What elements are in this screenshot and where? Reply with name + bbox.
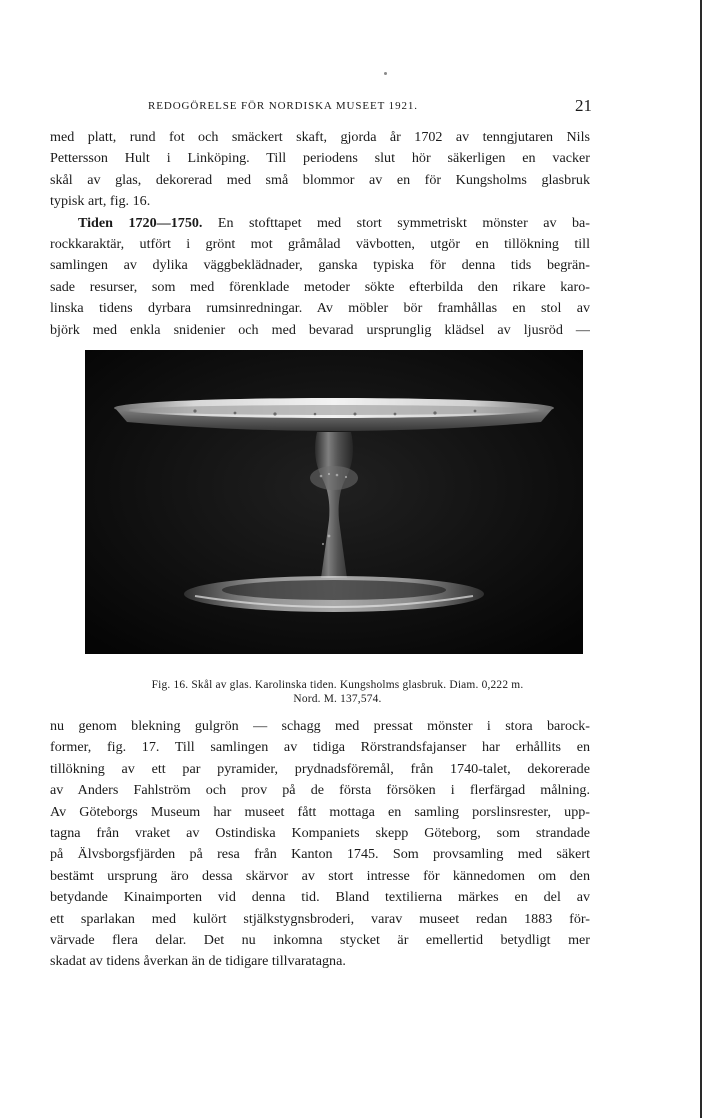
text-line: på Älvsborgsfjärden på resa från Kanton 1745. Som provsamling med säkert	[50, 846, 590, 863]
paragraph-3	[50, 716, 590, 973]
text-line: nu genom blekning gulgrön — schagg med pressat mönster i stora barock-	[50, 718, 590, 734]
text-line: värvade flera delar. Det nu inkomna stycket är emellertid betydligt mer	[50, 932, 590, 949]
text-line: tagna från vraket av Ostindiska Kompaniets skepp Göteborg, som strandade	[50, 825, 590, 842]
paragraph-2	[50, 213, 590, 341]
heading-continuation: En stofttapet med stort symmetriskt mönster av ba-	[217, 214, 590, 231]
page-edge-line	[700, 0, 702, 1118]
text-line: av Anders Fahlström och prov på de första försöken i flerfärgad målning.	[50, 782, 590, 799]
page-number: 21	[575, 96, 592, 115]
text-line: Pettersson Hult i Linköping. Till periodens slut hör säkerligen en vacker	[50, 150, 590, 167]
text-line: samlingen av dylika väggbeklädnader, ganska typiska för denna tids begrän-	[50, 257, 590, 274]
text-line: tillökning av ett par pyramider, prydnadsföremål, från 1740-talet, dekorerade	[50, 760, 590, 777]
text-line: typisk art, fig. 16.	[50, 193, 151, 210]
figure-caption	[50, 678, 625, 706]
text-line: linska tidens dyrbara rumsinredningar. Av möbler bör framhållas en stol av	[50, 300, 590, 317]
figure-photo-glass-bowl	[85, 350, 583, 654]
text-line	[50, 213, 590, 234]
caption-line: Fig. 16. Skål av glas. Karolinska tiden. Kungsholms glasbruk. Diam. 0,222 m.	[151, 679, 524, 691]
paragraph-1	[50, 127, 590, 213]
print-speck	[384, 72, 387, 75]
running-title: REDOGÖRELSE FÖR NORDISKA MUSEET 1921.	[148, 100, 418, 112]
text-line: former, fig. 17. Till samlingen av tidiga Rörstrandsfajanser har erhållits en	[50, 739, 590, 756]
text-line: sade resurser, som med förenklade metoder sökte efterbilda den rikare karo-	[50, 278, 590, 295]
text-line: skål av glas, dekorerad med små blommor av en för Kungsholms glasbruk	[50, 171, 590, 188]
text-line: bestämt ursprung äro dessa skärvor av stort intresse för kännedomen om den	[50, 867, 590, 884]
text-line: skadat av tidens åverkan än de tidigare tillvaratagna.	[50, 953, 346, 970]
glass-bowl-illustration	[85, 350, 583, 654]
caption-line: Nord. M. 137,574.	[293, 693, 382, 705]
text-line: Av Göteborgs Museum har museet fått mottaga en samling porslinsrester, upp-	[50, 803, 590, 820]
text-line: med platt, rund fot och smäckert skaft, gjorda år 1702 av tenngjutaren Nils	[50, 129, 590, 145]
text-line: rockkaraktär, utfört i grönt mot gråmålad vävbotten, utgör en tillökning till	[50, 236, 590, 252]
text-line: björk med enkla snidenier och med bevarad ursprunglig klädsel av ljusröd —	[50, 321, 590, 338]
running-head	[52, 96, 592, 120]
text-line: ett sparlakan med kulört stjälkstygnsbroderi, varav museet redan 1883 för-	[50, 910, 590, 927]
section-heading: Tiden 1720—1750.	[78, 214, 203, 231]
text-line: betydande Kinaimporten vid denna tid. Bland textilierna märkes en del av	[50, 889, 590, 906]
